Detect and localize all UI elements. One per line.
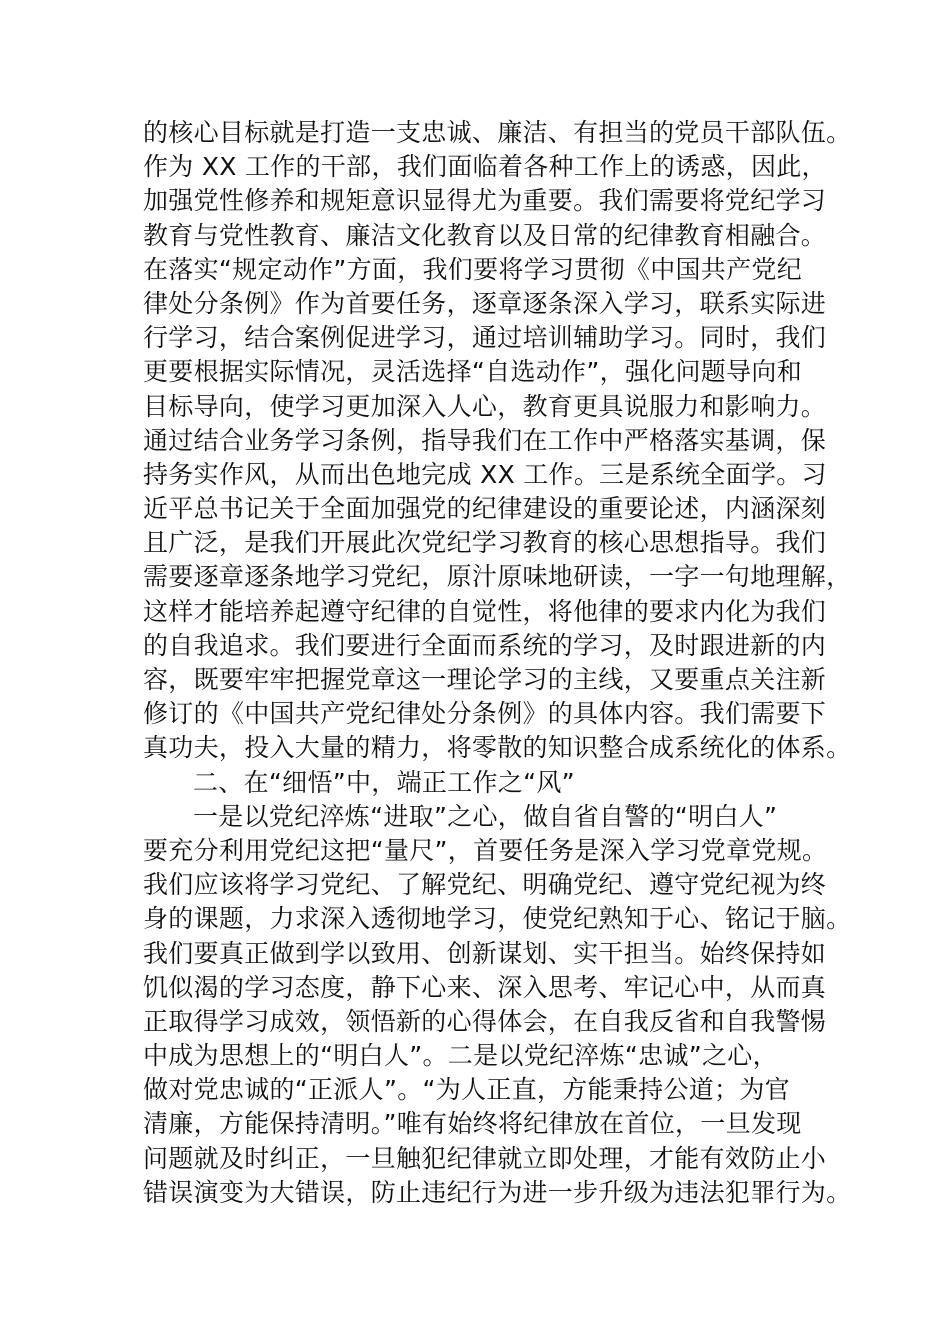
text-line: 做对党忠诚的“正派人”。“为人正直，方能秉持公道；为官 [143, 1075, 790, 1105]
text-line: 律处分条例》作为首要任务，逐章逐条深入学习，联系实际进 [143, 288, 827, 318]
text-line: 我们应该将学习党纪、了解党纪、明确党纪、遵守党纪视为终 [143, 870, 827, 900]
text-line: 这样才能培养起遵守纪律的自觉性，将他律的要求内化为我们 [143, 596, 827, 626]
text-line: 目标导向，使学习更加深入人心，教育更具说服力和影响力。 [143, 391, 827, 421]
text-line: 要充分利用党纪这把“量尺”，首要任务是深入学习党章党规。 [143, 835, 828, 865]
text-line: 中成为思想上的“明白人”。二是以党纪淬炼“忠诚”之心， [143, 1041, 778, 1071]
body-text [143, 116, 852, 1210]
section-heading: 二、在“细悟”中，端正工作之“风” [193, 767, 575, 797]
text-line: 身的课题，力求深入透彻地学习，使党纪熟知于心、铭记于脑。 [143, 904, 852, 934]
text-line: 且广泛，是我们开展此次党纪学习教育的核心思想指导。我们 [143, 528, 827, 558]
text-line: 错误演变为大错误，防止违纪行为进一步升级为违法犯罪行为。 [143, 1177, 852, 1207]
text-line: 正取得学习成效，领悟新的心得体会，在自我反省和自我警惕 [143, 1006, 827, 1036]
text-line: 持务实作风，从而出色地完成 XX 工作。三是系统全面学。习 [143, 459, 827, 489]
text-line: 更要根据实际情况，灵活选择“自选动作”，强化问题导向和 [143, 357, 803, 387]
text-line: 的自我追求。我们要进行全面而系统的学习，及时跟进新的内 [143, 630, 827, 660]
text-line: 近平总书记关于全面加强党的纪律建设的重要论述，内涵深刻 [143, 494, 827, 524]
text-line: 清廉，方能保持清明。”唯有始终将纪律放在首位，一旦发现 [143, 1109, 802, 1139]
text-line: 教育与党性教育、廉洁文化教育以及日常的纪律教育相融合。 [143, 220, 827, 250]
text-line: 加强党性修养和规矩意识显得尤为重要。我们需要将党纪学习 [143, 186, 827, 216]
text-line: 的核心目标就是打造一支忠诚、廉洁、有担当的党员干部队伍。 [143, 118, 852, 147]
text-line: 饥似渴的学习态度，静下心来、深入思考、牢记心中，从而真 [143, 972, 827, 1002]
text-line: 我们要真正做到学以致用、创新谋划、实干担当。始终保持如 [143, 938, 827, 968]
text-line: 需要逐章逐条地学习党纪，原汁原味地研读，一字一句地理解， [143, 562, 852, 592]
text-line: 作为 XX 工作的干部，我们面临着各种工作上的诱惑，因此， [143, 152, 827, 182]
text-line: 通过结合业务学习条例，指导我们在工作中严格落实基调，保 [143, 425, 827, 455]
text-line: 真功夫，投入大量的精力，将零散的知识整合成系统化的体系。 [143, 733, 852, 763]
text-line: 在落实“规定动作”方面，我们要将学习贯彻《中国共产党纪 [143, 254, 803, 284]
text-line: 问题就及时纠正，一旦触犯纪律就立即处理，才能有效防止小 [143, 1143, 827, 1173]
text-line: 容，既要牢牢把握党章这一理论学习的主线，又要重点关注新 [143, 665, 827, 694]
paragraph-first-line: 一是以党纪淬炼“进取”之心，做自省自警的“明白人” [193, 801, 778, 831]
text-line: 修订的《中国共产党纪律处分条例》的具体内容。我们需要下 [143, 699, 827, 729]
text-line: 行学习，结合案例促进学习，通过培训辅助学习。同时，我们 [143, 323, 827, 353]
